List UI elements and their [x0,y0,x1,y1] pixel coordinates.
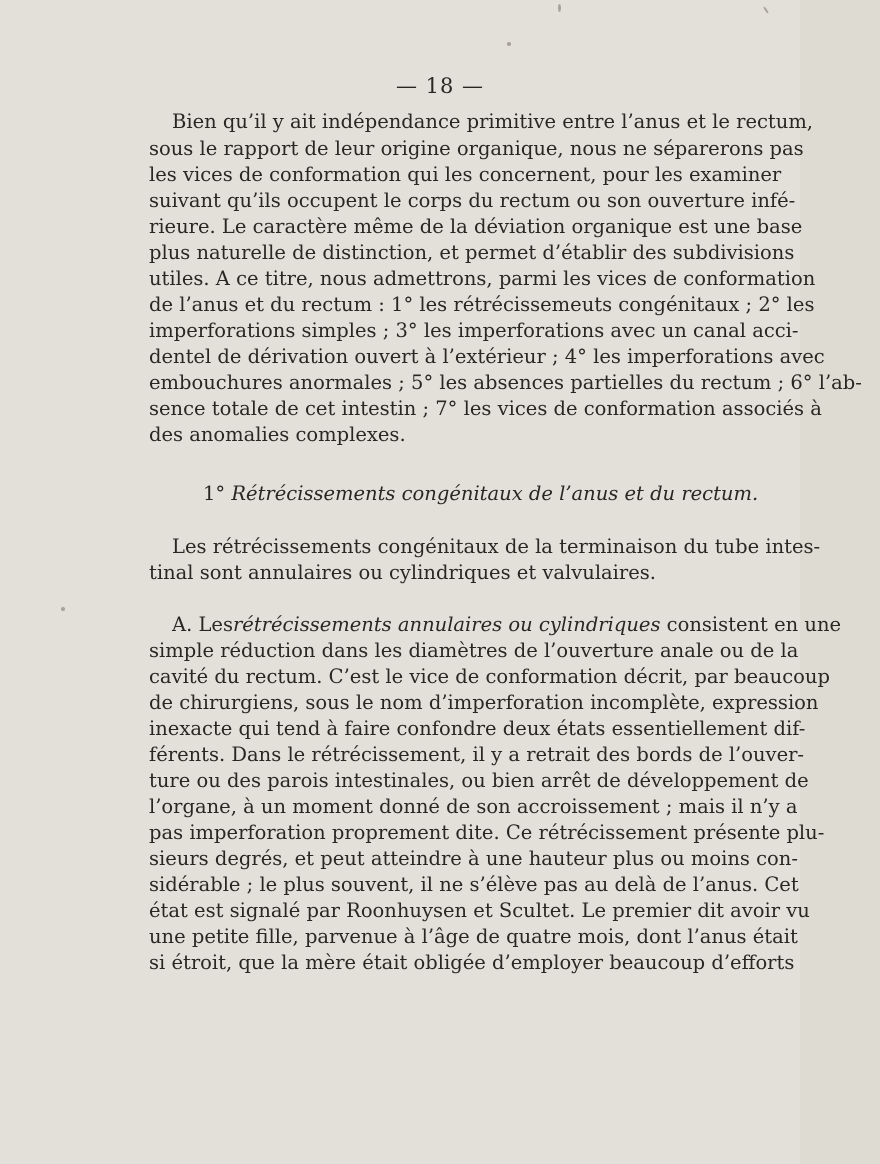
paragraph-3-line: sieurs degrés, et peut atteindre à une hauteur plus ou moins con- [149,847,798,870]
paragraph-3-line: état est signalé par Roonhuysen et Scultet. Le premier dit avoir vu [149,899,810,922]
paragraph-3-line: une petite fille, parvenue à l’âge de quatre mois, dont l’anus était [149,925,798,948]
paper-artifact [558,4,561,12]
paragraph-1-line: les vices de conformation qui les concernent, pour les examiner [149,163,782,186]
paragraph-1-line: sence totale de cet intestin ; 7° les vices de conformation associés à [149,397,822,420]
paragraph-3-line: si étroit, que la mère était obligée d’employer beaucoup d’efforts [149,951,795,974]
paragraph-2-line: tinal sont annulaires ou cylindriques et valvulaires. [149,561,656,584]
paragraph-1-line: utiles. A ce titre, nous admettrons, parmi les vices de conformation [149,267,816,290]
paragraph-1-line: sous le rapport de leur origine organique, nous ne séparerons pas [149,137,804,160]
paragraph-1-line: embouchures anormales ; 5° les absences partielles du rectum ; 6° l’ab- [149,371,862,394]
subsection-label: A. Les [172,613,233,636]
paragraph-3-line: sidérable ; le plus souvent, il ne s’élève pas au delà de l’anus. Cet [149,873,799,896]
first-line-rest: consistent en une [666,613,842,636]
paragraph-3-first-line [172,612,842,637]
paragraph-2-line: Les rétrécissements congénitaux de la terminaison du tube intes- [172,535,821,558]
paragraph-3-line: ture ou des parois intestinales, ou bien arrêt de développement de [149,769,809,792]
paper-artifact [61,607,65,611]
section-number: 1° [203,482,226,505]
paragraph-3-line: de chirurgiens, sous le nom d’imperforation incomplète, expression [149,691,819,714]
paragraph-3-line: inexacte qui tend à faire confondre deux états essentiellement dif- [149,717,806,740]
paragraph-1-line: rieure. Le caractère même de la déviation organique est une base [149,215,803,238]
paragraph-1-line: plus naturelle de distinction, et permet d’établir des subdivisions [149,241,795,264]
page-number: — 18 — [395,74,485,98]
paragraph-3-line: simple réduction dans les diamètres de l’ouverture anale ou de la [149,639,799,662]
paragraph-1-line: dentel de dérivation ouvert à l’extérieur ; 4° les imperforations avec [149,345,825,368]
paper-artifact [763,6,769,14]
paper-artifact [507,42,511,46]
paragraph-1-line: Bien qu’il y ait indépendance primitive entre l’anus et le rectum, [172,110,814,133]
paragraph-3-line: l’organe, à un moment donné de son accroissement ; mais il n’y a [149,795,798,818]
paragraph-1-line: suivant qu’ils occupent le corps du rectum ou son ouverture infé- [149,189,796,212]
section-heading [203,480,759,508]
paragraph-1-line: imperforations simples ; 3° les imperforations avec un canal acci- [149,319,799,342]
section-title: Rétrécissements congénitaux de l’anus et du rectum. [231,482,759,505]
italic-term: rétrécissements annulaires ou cylindriques [232,613,661,636]
paragraph-1-line: de l’anus et du rectum : 1° les rétrécissemeuts congénitaux ; 2° les [149,293,815,316]
paragraph-1-line: des anomalies complexes. [149,423,406,446]
paragraph-3-line: cavité du rectum. C’est le vice de conformation décrit, par beaucoup [149,665,830,688]
paragraph-3-line: férents. Dans le rétrécissement, il y a retrait des bords de l’ouver- [149,743,805,766]
paragraph-3-line: pas imperforation proprement dite. Ce rétrécissement présente plu- [149,821,825,844]
